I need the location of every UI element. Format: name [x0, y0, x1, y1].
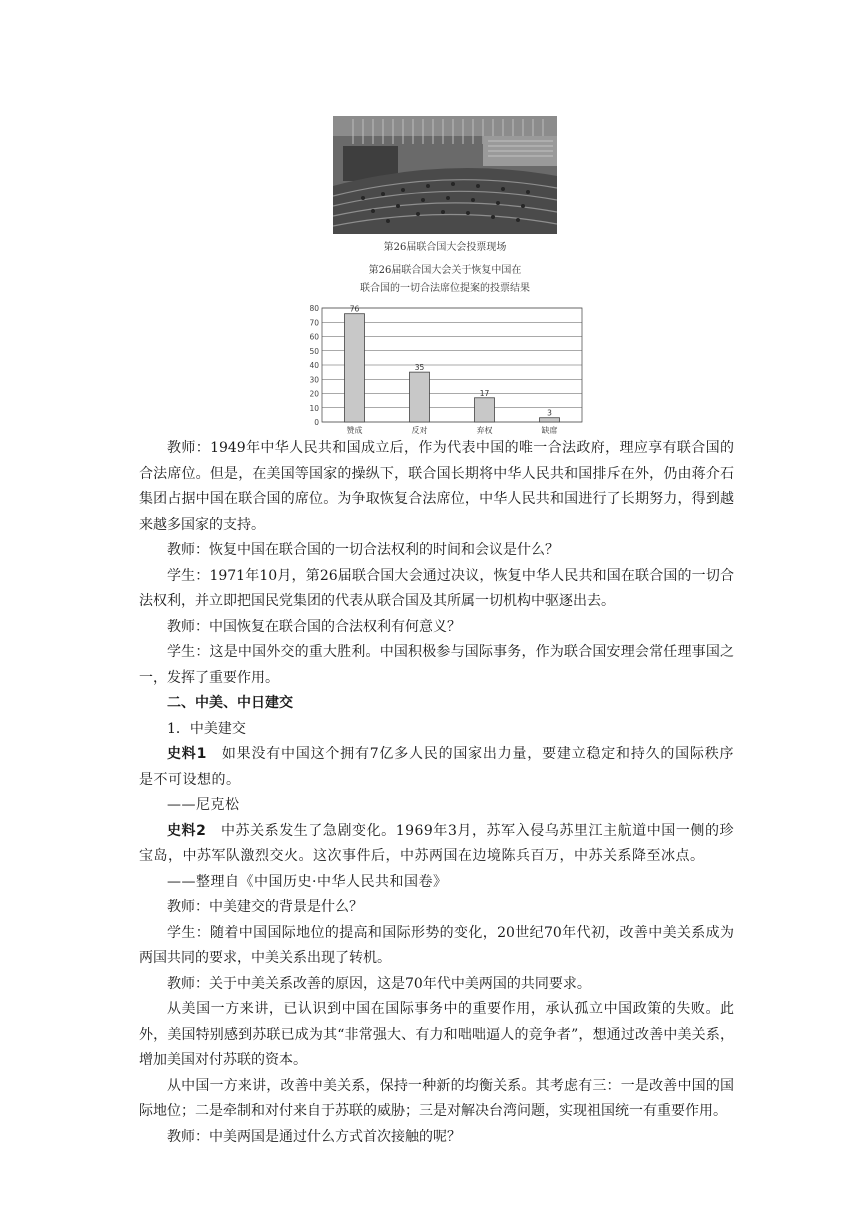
chart-data-label: 76 [349, 304, 360, 314]
chart-ytick-label: 50 [309, 346, 319, 356]
paragraph-teacher-4: 教师：中美建交的背景是什么？ [167, 899, 363, 915]
photo-caption: 第26届联合国大会投票现场 [383, 242, 507, 253]
vote-bar-chart [300, 302, 590, 437]
subsection-heading: 1．中美建交 [167, 720, 246, 737]
chart-ytick-label: 40 [309, 361, 319, 370]
paragraph-china-side: 从中国一方来讲，改善中美关系，保持一种新的均衡关系。其考虑有三：一是改善中国的国际地位；二是牵制和对付来自于苏联的威胁；三是对解决台湾问题，实现祖国统一有重要作用。 [139, 1077, 734, 1119]
chart-ytick-label: 60 [309, 332, 319, 342]
chart-ytick-label: 20 [309, 389, 319, 399]
chart-title-line-1: 第26届联合国大会关于恢复中国在 [368, 265, 522, 276]
chart-ytick-label: 70 [309, 318, 319, 328]
chart-bar-缺席 [540, 418, 560, 422]
chart-data-label: 17 [479, 388, 490, 398]
source-1-text: 如果没有中国这个拥有7亿多人民的国家出力量，要建立稳定和持久的国际秩序是不可设想的。 [139, 746, 734, 788]
un-assembly-photo [333, 116, 557, 234]
main-text [139, 436, 734, 1150]
paragraph-us-side: 从美国一方来讲，已认识到中国在国际事务中的重要作用，承认孤立中国政策的失败。此外，美国特别感到苏联已成为其“非常强大、有力和咄咄逼人的竞争者”，想通过改善中美关系，增加美国对付苏联的资本。 [139, 1001, 734, 1068]
chart-bar-弃权 [475, 398, 495, 422]
chart-data-label: 35 [414, 363, 425, 373]
section-heading: 二、中美、中日建交 [167, 695, 293, 711]
chart-data-label: 3 [547, 408, 552, 418]
chart-category-label: 反对 [411, 426, 428, 435]
chart-ytick-label: 80 [309, 304, 319, 313]
paragraph-student-3: 学生：随着中国国际地位的提高和国际形势的变化，20世纪70年代初，改善中美关系成为两国共同的要求，中美关系出现了转机。 [139, 924, 734, 966]
source-1-attribution: ——尼克松 [167, 797, 240, 813]
chart-title-line-2: 联合国的一切合法席位提案的投票结果 [360, 283, 530, 294]
source-2-attribution: ——整理自《中国历史·中华人民共和国卷》 [167, 873, 448, 890]
chart-bar-赞成 [345, 314, 365, 422]
chart-ytick-label: 0 [314, 418, 319, 427]
source-material-2 [139, 819, 734, 870]
paragraph-student-1: 学生：1971年10月，第26届联合国大会通过决议，恢复中华人民共和国在联合国的一切合法权利，并立即把国民党集团的代表从联合国及其所属一切机构中驱逐出去。 [139, 567, 734, 609]
paragraph-teacher-3: 教师：中国恢复在联合国的合法权利有何意义？ [167, 618, 461, 635]
chart-bar-反对 [410, 372, 430, 422]
paragraph-teacher-6: 教师：中美两国是通过什么方式首次接触的呢？ [167, 1128, 461, 1145]
chart-ytick-label: 10 [309, 403, 319, 413]
source-1-label: 史料1 [167, 746, 207, 762]
paragraph-teacher-2: 教师：恢复中国在联合国的一切合法权利的时间和会议是什么？ [167, 542, 559, 558]
source-material-1 [139, 742, 734, 793]
paragraph-teacher-5: 教师：关于中美关系改善的原因，这是70年代中美两国的共同要求。 [167, 975, 591, 992]
chart-ytick-label: 30 [309, 375, 319, 385]
paragraph-student-2: 学生：这是中国外交的重大胜利。中国积极参与国际事务，作为联合国安理会常任理事国之一，发挥了重要作用。 [139, 644, 734, 686]
chart-category-label: 弃权 [476, 426, 493, 435]
chart-category-label: 赞成 [346, 426, 363, 435]
source-2-label: 史料2 [167, 822, 207, 839]
paragraph-teacher-1: 教师：1949年中华人民共和国成立后，作为代表中国的唯一合法政府，理应享有联合国的合法席位。但是，在美国等国家的操纵下，联合国长期将中华人民共和国排斥在外，仍由蒋介石集团占据中国在联合国的席位。为争取恢复合法席位，中华人民共和国进行了长期努力，得到越来越多国家的支持。 [139, 440, 734, 533]
chart-title [300, 262, 590, 298]
source-2-text: 中苏关系发生了急剧变化。1969年3月，苏军入侵乌苏里江主航道中国一侧的珍宝岛，中苏军队激烈交火。这次事件后，中苏两国在边境陈兵百万，中苏关系降至冰点。 [139, 822, 734, 864]
chart-category-label: 缺席 [541, 426, 558, 435]
assembly-hall-illustration [333, 116, 557, 234]
